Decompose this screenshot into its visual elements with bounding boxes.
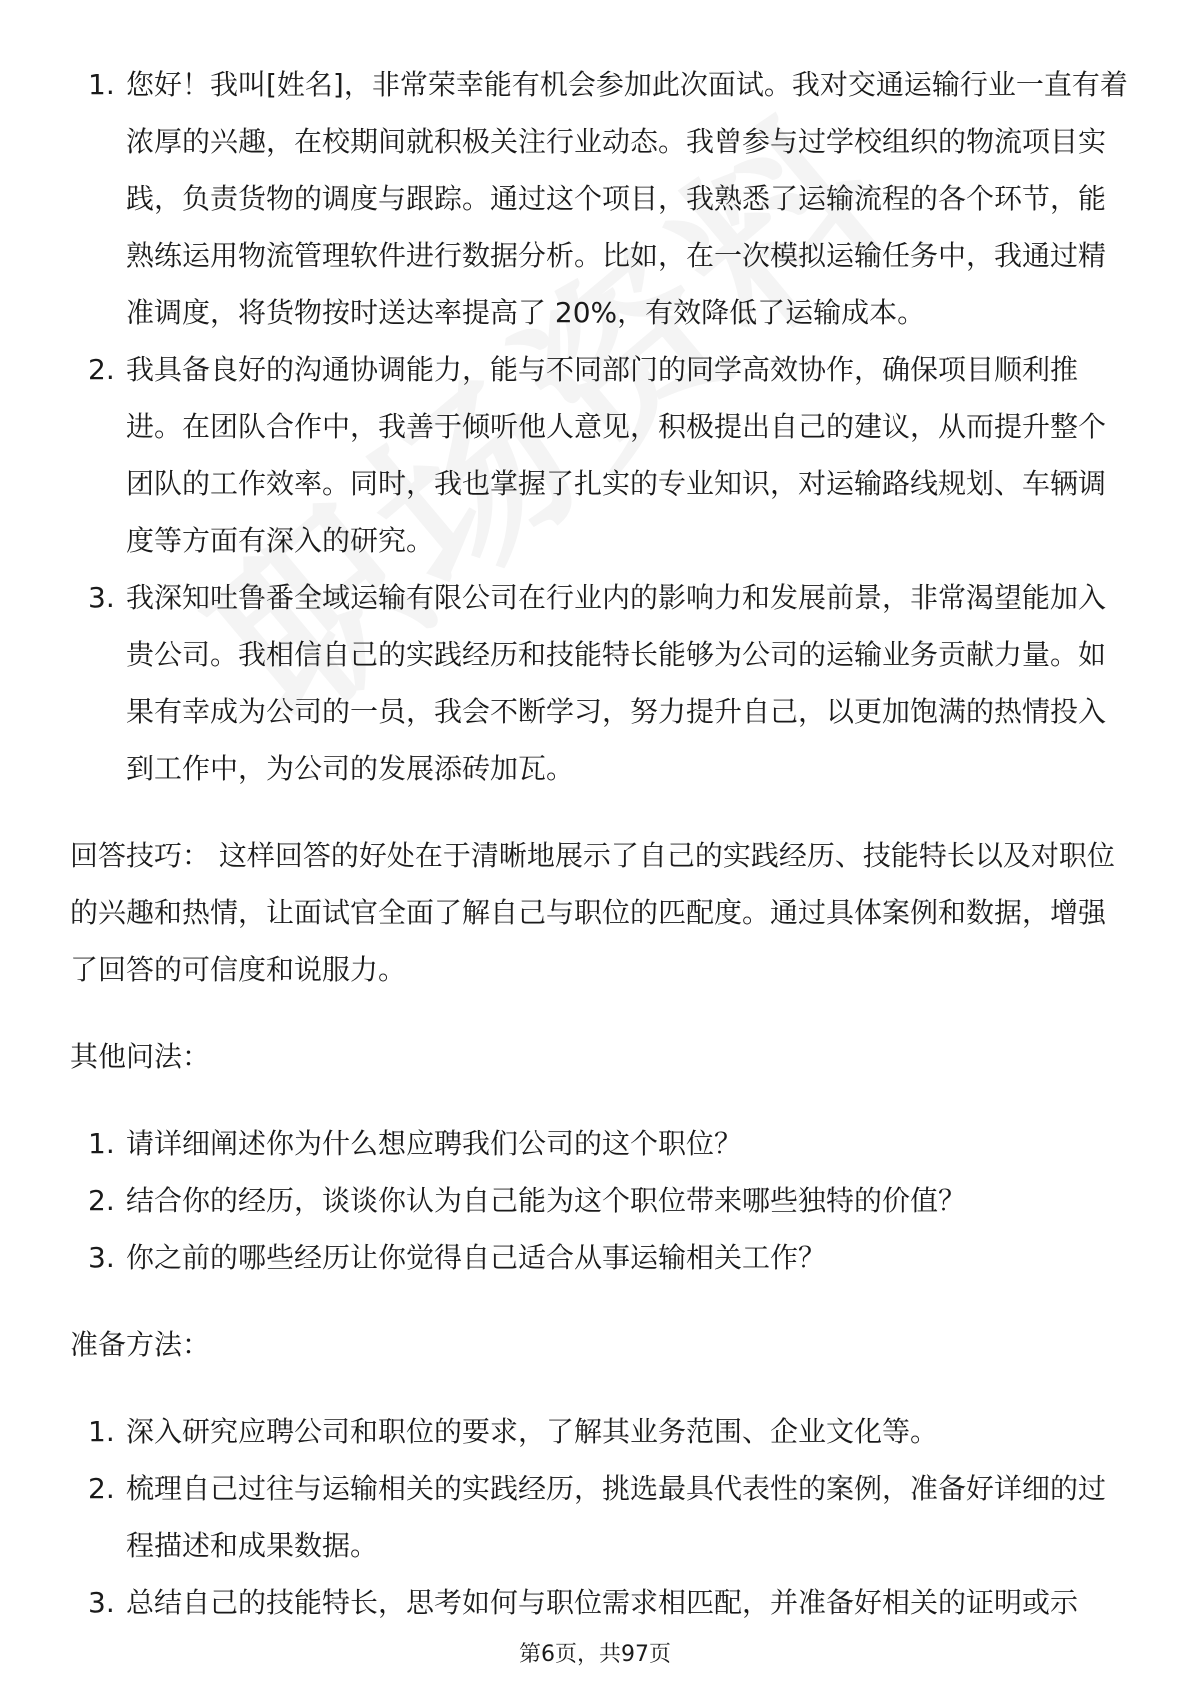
list-item — [70, 1403, 1130, 1460]
list-item — [70, 56, 1130, 341]
tips-paragraph — [70, 827, 1130, 998]
list-item-number: 1. — [88, 1415, 115, 1448]
list-item-number: 2. — [88, 1472, 115, 1505]
other-questions-heading: 其他问法： — [70, 1040, 211, 1073]
tips-text: 这样回答的好处在于清晰地展示了自己的实践经历、技能特长以及对职位的兴趣和热情，让面试官全面了解自己与职位的匹配度。通过具体案例和数据，增强了回答的可信度和说服力。 — [70, 839, 1115, 986]
list-item — [70, 569, 1130, 797]
other-questions-list — [70, 1115, 1130, 1286]
list-item-number: 3. — [88, 1241, 115, 1274]
list-item-text: 请详细阐述你为什么想应聘我们公司的这个职位？ — [126, 1127, 743, 1160]
page-number-footer: 第6页，共97页 — [519, 1642, 671, 1667]
list-item — [70, 1115, 1130, 1172]
list-item-number: 1. — [88, 1127, 115, 1160]
tips-label: 回答技巧： — [70, 839, 211, 872]
list-item — [70, 1460, 1130, 1574]
preparation-heading: 准备方法： — [70, 1328, 211, 1361]
preparation-list — [70, 1403, 1130, 1631]
list-item-number: 3. — [88, 1586, 115, 1619]
list-item-number: 2. — [88, 353, 115, 386]
list-item-text: 总结自己的技能特长，思考如何与职位需求相匹配，并准备好相关的证明或示 — [126, 1586, 1079, 1619]
list-item-number: 1. — [88, 68, 115, 101]
list-item — [70, 1574, 1130, 1631]
list-item-number: 2. — [88, 1184, 115, 1217]
list-item-text: 你之前的哪些经历让你觉得自己适合从事运输相关工作？ — [126, 1241, 827, 1274]
list-item — [70, 1229, 1130, 1286]
list-item-text: 我深知吐鲁番全域运输有限公司在行业内的影响力和发展前景，非常渴望能加入贵公司。我相信自己的实践经历和技能特长能够为公司的运输业务贡献力量。如果有幸成为公司的一员，我会不断学习，努力提升自己，以更加饱满的热情投入到工作中，为公司的发展添砖加瓦。 — [126, 581, 1107, 785]
list-item-text: 深入研究应聘公司和职位的要求，了解其业务范围、企业文化等。 — [126, 1415, 939, 1448]
document-content — [70, 56, 1130, 1631]
answer-list — [70, 56, 1130, 797]
list-item-number: 3. — [88, 581, 115, 614]
list-item — [70, 1172, 1130, 1229]
list-item — [70, 341, 1130, 569]
list-item-text: 您好！我叫[姓名]，非常荣幸能有机会参加此次面试。我对交通运输行业一直有着浓厚的兴趣，在校期间就积极关注行业动态。我曾参与过学校组织的物流项目实践，负责货物的调度与跟踪。通过这个项目，我熟悉了运输流程的各个环节，能熟练运用物流管理软件进行数据分析。比如，在一次模拟运输任务中，我通过精准调度，将货物按时送达率提高了 20%，有效降低了运输成本。 — [126, 68, 1128, 329]
list-item-text: 我具备良好的沟通协调能力，能与不同部门的同学高效协作，确保项目顺利推进。在团队合作中，我善于倾听他人意见，积极提出自己的建议，从而提升整个团队的工作效率。同时，我也掌握了扎实的专业知识，对运输路线规划、车辆调度等方面有深入的研究。 — [126, 353, 1107, 557]
list-item-text: 结合你的经历，谈谈你认为自己能为这个职位带来哪些独特的价值？ — [126, 1184, 967, 1217]
list-item-text: 梳理自己过往与运输相关的实践经历，挑选最具代表性的案例，准备好详细的过程描述和成果数据。 — [126, 1472, 1107, 1562]
